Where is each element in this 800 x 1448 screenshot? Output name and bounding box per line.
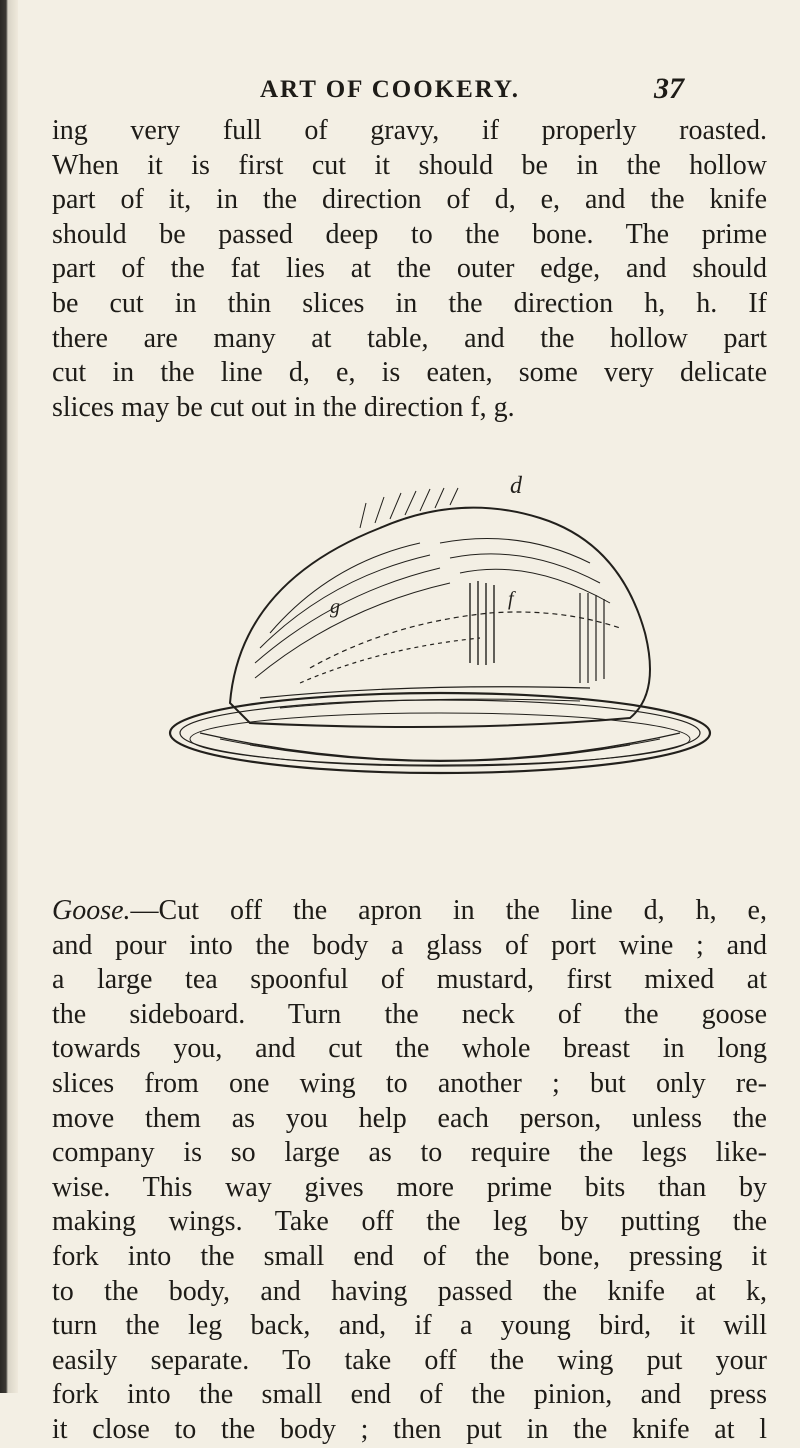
text-line: a large tea spoonful of mustard, first mixed at bbox=[52, 964, 767, 996]
figure-label-g: g bbox=[330, 596, 340, 618]
text-line: should be passed deep to the bone. The prime bbox=[52, 218, 767, 250]
page-binding-edge bbox=[0, 0, 18, 1393]
text-line: slices may be cut out in the direction f, g. bbox=[52, 391, 515, 423]
text-line-content: —Cut off the apron in the line d, h, e, bbox=[130, 895, 767, 926]
text-line: part of it, in the direction of d, e, and the knife bbox=[52, 184, 767, 216]
roast-joint-engraving bbox=[160, 433, 720, 878]
header-title: ART OF COOKERY. bbox=[260, 76, 520, 103]
text-line: to the body, and having passed the knife at k, bbox=[52, 1275, 767, 1307]
page-number: 37 bbox=[654, 72, 684, 105]
text-line: When it is first cut it should be in the hollow bbox=[52, 149, 767, 181]
running-header bbox=[0, 72, 800, 116]
carving-illustration bbox=[160, 433, 720, 878]
text-line: fork into the small end of the bone, pressing it bbox=[52, 1240, 767, 1272]
text-line: be cut in thin slices in the direction h, h. If bbox=[52, 287, 767, 319]
figure-label-d: d bbox=[510, 473, 522, 499]
text-line: there are many at table, and the hollow part bbox=[52, 322, 767, 354]
text-line: making wings. Take off the leg by putting the bbox=[52, 1206, 767, 1238]
paragraph-prime-cuts bbox=[52, 114, 767, 425]
text-line: wise. This way gives more prime bits than by bbox=[52, 1171, 767, 1203]
text-line: ing very full of gravy, if properly roasted. bbox=[52, 115, 767, 146]
figure-label-f: f bbox=[508, 588, 514, 610]
text-line: and pour into the body a glass of port wine ; and bbox=[52, 929, 767, 961]
paragraph-goose bbox=[52, 894, 767, 1448]
text-line: fork into the small end of the pinion, and press bbox=[52, 1379, 767, 1411]
text-line: turn the leg back, and, if a young bird, it will bbox=[52, 1310, 767, 1342]
text-line: the sideboard. Turn the neck of the goose bbox=[52, 998, 767, 1030]
text-line: move them as you help each person, unless the bbox=[52, 1102, 767, 1134]
section-heading-goose: Goose. bbox=[52, 895, 131, 926]
text-line: easily separate. To take off the wing put your bbox=[52, 1344, 767, 1376]
text-line bbox=[52, 894, 767, 929]
text-line: slices from one wing to another ; but only re- bbox=[52, 1067, 767, 1099]
text-line: company is so large as to require the legs like- bbox=[52, 1137, 767, 1169]
text-line: it close to the body ; then put in the knife at l bbox=[52, 1413, 767, 1445]
text-line: towards you, and cut the whole breast in long bbox=[52, 1033, 767, 1065]
text-line: part of the fat lies at the outer edge, and should bbox=[52, 253, 767, 285]
text-line: cut in the line d, e, is eaten, some very delicate bbox=[52, 357, 767, 389]
